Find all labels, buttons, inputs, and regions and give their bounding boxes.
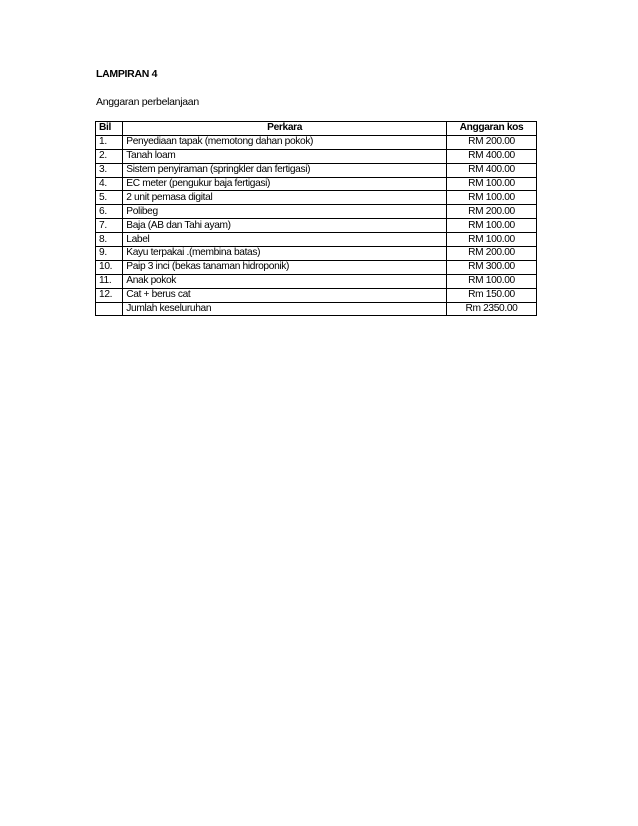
row-bil: 11. bbox=[96, 274, 123, 288]
row-bil: 1. bbox=[96, 135, 123, 149]
total-bil-empty bbox=[96, 302, 123, 316]
total-label: Jumlah keseluruhan bbox=[123, 302, 447, 316]
row-bil: 12. bbox=[96, 288, 123, 302]
row-cost: RM 100.00 bbox=[446, 177, 536, 191]
row-cost: RM 400.00 bbox=[446, 149, 536, 163]
table-row bbox=[96, 260, 537, 274]
row-item: Sistem penyiraman (springkler dan fertigasi) bbox=[123, 163, 447, 177]
total-cost: Rm 2350.00 bbox=[446, 302, 536, 316]
budget-table bbox=[95, 121, 537, 316]
row-bil: 5. bbox=[96, 191, 123, 205]
row-item: Cat + berus cat bbox=[123, 288, 447, 302]
table-row bbox=[96, 177, 537, 191]
header-cost: Anggaran kos bbox=[446, 122, 536, 136]
table-row bbox=[96, 219, 537, 233]
row-item: Polibeg bbox=[123, 205, 447, 219]
table-row bbox=[96, 149, 537, 163]
row-cost: Rm 150.00 bbox=[446, 288, 536, 302]
row-cost: RM 400.00 bbox=[446, 163, 536, 177]
row-item: Baja (AB dan Tahi ayam) bbox=[123, 219, 447, 233]
row-item: Label bbox=[123, 233, 447, 247]
row-item: Tanah loam bbox=[123, 149, 447, 163]
row-cost: RM 300.00 bbox=[446, 260, 536, 274]
row-cost: RM 100.00 bbox=[446, 274, 536, 288]
row-item: Paip 3 inci (bekas tanaman hidroponik) bbox=[123, 260, 447, 274]
row-cost: RM 100.00 bbox=[446, 191, 536, 205]
table-row bbox=[96, 274, 537, 288]
table-row bbox=[96, 135, 537, 149]
row-item: Kayu terpakai .(membina batas) bbox=[123, 247, 447, 261]
document-subheading: Anggaran perbelanjaan bbox=[96, 96, 199, 108]
row-bil: 4. bbox=[96, 177, 123, 191]
row-item: 2 unit pemasa digital bbox=[123, 191, 447, 205]
row-cost: RM 100.00 bbox=[446, 219, 536, 233]
table-row bbox=[96, 233, 537, 247]
row-bil: 8. bbox=[96, 233, 123, 247]
table-header-row bbox=[96, 122, 537, 136]
table-total-row bbox=[96, 302, 537, 316]
table-row bbox=[96, 205, 537, 219]
row-bil: 6. bbox=[96, 205, 123, 219]
document-heading: LAMPIRAN 4 bbox=[96, 68, 158, 80]
row-cost: RM 200.00 bbox=[446, 247, 536, 261]
header-bil: Bil bbox=[96, 122, 123, 136]
table-row bbox=[96, 163, 537, 177]
row-item: Penyediaan tapak (memotong dahan pokok) bbox=[123, 135, 447, 149]
table-row bbox=[96, 247, 537, 261]
table-row bbox=[96, 288, 537, 302]
header-item: Perkara bbox=[123, 122, 447, 136]
row-bil: 2. bbox=[96, 149, 123, 163]
row-item: Anak pokok bbox=[123, 274, 447, 288]
row-item: EC meter (pengukur baja fertigasi) bbox=[123, 177, 447, 191]
row-bil: 9. bbox=[96, 247, 123, 261]
row-cost: RM 200.00 bbox=[446, 205, 536, 219]
row-bil: 10. bbox=[96, 260, 123, 274]
row-bil: 7. bbox=[96, 219, 123, 233]
table-row bbox=[96, 191, 537, 205]
row-cost: RM 100.00 bbox=[446, 233, 536, 247]
row-bil: 3. bbox=[96, 163, 123, 177]
row-cost: RM 200.00 bbox=[446, 135, 536, 149]
